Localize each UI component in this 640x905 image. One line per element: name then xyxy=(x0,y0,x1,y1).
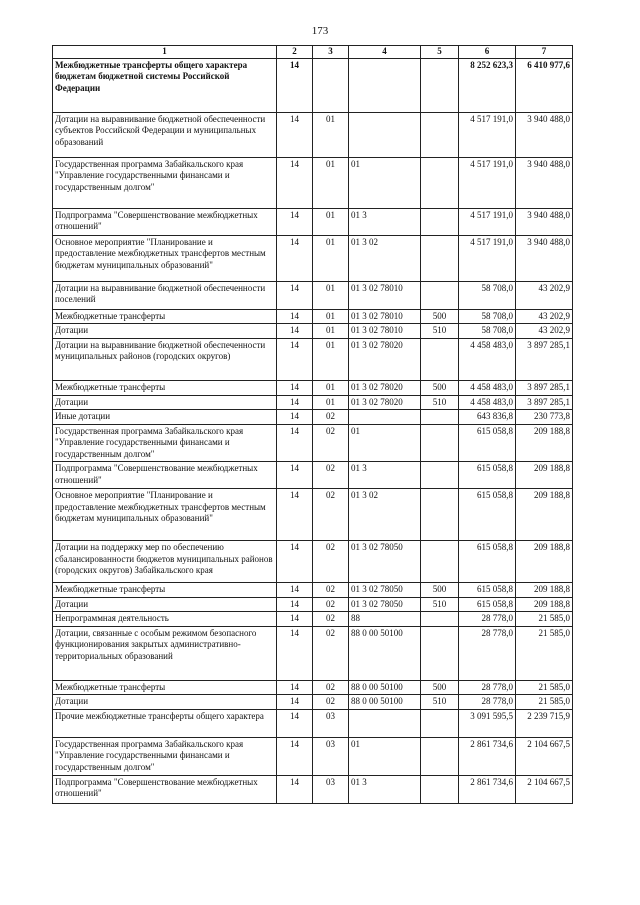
column-header: 3 xyxy=(313,46,349,59)
column-header: 6 xyxy=(459,46,516,59)
subsection-code-cell: 02 xyxy=(313,680,349,695)
row-name-cell: Подпрограмма "Совершенствование межбюджетных отношений" xyxy=(53,462,277,489)
subsection-code-cell: 03 xyxy=(313,709,349,737)
row-name-cell: Подпрограмма "Совершенствование межбюджетных отношений" xyxy=(53,208,277,235)
expense-type-cell xyxy=(421,410,459,425)
row-name-cell: Основное мероприятие "Планирование и предоставление межбюджетных трансфертов местным бюджетам муниципальных образований" xyxy=(53,489,277,541)
subsection-code-cell xyxy=(313,58,349,112)
expense-type-cell: 510 xyxy=(421,324,459,339)
target-article-cell: 01 3 02 xyxy=(349,489,421,541)
section-code-cell: 14 xyxy=(277,424,313,462)
amount-year1-cell: 2 861 734,6 xyxy=(459,737,516,775)
amount-year1-cell: 2 861 734,6 xyxy=(459,775,516,803)
table-row xyxy=(53,597,573,612)
subsection-code-cell: 02 xyxy=(313,424,349,462)
table-row xyxy=(53,324,573,339)
subsection-code-cell: 01 xyxy=(313,208,349,235)
table-row xyxy=(53,58,573,112)
table-row xyxy=(53,489,573,541)
subsection-code-cell: 01 xyxy=(313,380,349,395)
row-name-cell: Межбюджетные трансферты общего характера бюджетам бюджетной системы Российской Федерации xyxy=(53,58,277,112)
table-row xyxy=(53,410,573,425)
amount-year1-cell: 615 058,8 xyxy=(459,489,516,541)
amount-year1-cell: 58 708,0 xyxy=(459,281,516,309)
expense-type-cell xyxy=(421,281,459,309)
amount-year1-cell: 4 517 191,0 xyxy=(459,157,516,208)
row-name-cell: Подпрограмма "Совершенствование межбюджетных отношений" xyxy=(53,775,277,803)
subsection-code-cell: 02 xyxy=(313,583,349,598)
amount-year2-cell: 209 188,8 xyxy=(516,597,573,612)
expense-type-cell xyxy=(421,462,459,489)
target-article-cell: 01 3 02 78020 xyxy=(349,338,421,380)
table-row xyxy=(53,112,573,157)
row-name-cell: Дотации на выравнивание бюджетной обеспеченности поселений xyxy=(53,281,277,309)
row-name-cell: Дотации на выравнивание бюджетной обеспеченности муниципальных районов (городских округов) xyxy=(53,338,277,380)
row-name-cell: Дотации xyxy=(53,395,277,410)
amount-year1-cell: 58 708,0 xyxy=(459,309,516,324)
amount-year1-cell: 4 517 191,0 xyxy=(459,235,516,281)
section-code-cell: 14 xyxy=(277,462,313,489)
amount-year1-cell: 615 058,8 xyxy=(459,424,516,462)
table-row xyxy=(53,338,573,380)
row-name-cell: Дотации xyxy=(53,597,277,612)
section-code-cell: 14 xyxy=(277,709,313,737)
expense-type-cell xyxy=(421,737,459,775)
amount-year1-cell: 4 458 483,0 xyxy=(459,380,516,395)
section-code-cell: 14 xyxy=(277,626,313,680)
table-row xyxy=(53,695,573,710)
target-article-cell: 01 3 02 78020 xyxy=(349,395,421,410)
amount-year2-cell: 3 940 488,0 xyxy=(516,157,573,208)
target-article-cell: 88 0 00 50100 xyxy=(349,680,421,695)
table-row xyxy=(53,157,573,208)
row-name-cell: Межбюджетные трансферты xyxy=(53,309,277,324)
amount-year1-cell: 3 091 595,5 xyxy=(459,709,516,737)
subsection-code-cell: 01 xyxy=(313,309,349,324)
target-article-cell: 01 3 02 xyxy=(349,235,421,281)
amount-year2-cell: 2 104 667,5 xyxy=(516,775,573,803)
target-article-cell xyxy=(349,112,421,157)
row-name-cell: Межбюджетные трансферты xyxy=(53,583,277,598)
amount-year2-cell: 3 940 488,0 xyxy=(516,235,573,281)
section-code-cell: 14 xyxy=(277,775,313,803)
amount-year1-cell: 58 708,0 xyxy=(459,324,516,339)
expense-type-cell: 510 xyxy=(421,395,459,410)
expense-type-cell xyxy=(421,157,459,208)
target-article-cell: 01 3 02 78010 xyxy=(349,309,421,324)
row-name-cell: Прочие межбюджетные трансферты общего характера xyxy=(53,709,277,737)
row-name-cell: Дотации на выравнивание бюджетной обеспеченности субъектов Российской Федерации и муниципальных образований xyxy=(53,112,277,157)
target-article-cell: 01 3 xyxy=(349,462,421,489)
subsection-code-cell: 01 xyxy=(313,112,349,157)
row-name-cell: Основное мероприятие "Планирование и предоставление межбюджетных трансфертов местным бюджетам муниципальных образований" xyxy=(53,235,277,281)
table-row xyxy=(53,680,573,695)
subsection-code-cell: 01 xyxy=(313,281,349,309)
row-name-cell: Межбюджетные трансферты xyxy=(53,380,277,395)
subsection-code-cell: 01 xyxy=(313,338,349,380)
row-name-cell: Государственная программа Забайкальского края "Управление государственными финансами и государственным долгом" xyxy=(53,157,277,208)
table-row xyxy=(53,462,573,489)
amount-year1-cell: 4 517 191,0 xyxy=(459,208,516,235)
expense-type-cell xyxy=(421,626,459,680)
amount-year1-cell: 28 778,0 xyxy=(459,680,516,695)
amount-year1-cell: 4 517 191,0 xyxy=(459,112,516,157)
row-name-cell: Государственная программа Забайкальского края "Управление государственными финансами и государственным долгом" xyxy=(53,737,277,775)
table-row xyxy=(53,235,573,281)
amount-year2-cell: 21 585,0 xyxy=(516,680,573,695)
target-article-cell: 01 xyxy=(349,157,421,208)
row-name-cell: Дотации на поддержку мер по обеспечению сбалансированности бюджетов муниципальных районов (городских округов) Забайкальского края xyxy=(53,541,277,583)
section-code-cell: 14 xyxy=(277,541,313,583)
target-article-cell: 01 xyxy=(349,737,421,775)
row-name-cell: Межбюджетные трансферты xyxy=(53,680,277,695)
amount-year1-cell: 615 058,8 xyxy=(459,583,516,598)
row-name-cell: Иные дотации xyxy=(53,410,277,425)
column-header: 2 xyxy=(277,46,313,59)
subsection-code-cell: 02 xyxy=(313,462,349,489)
target-article-cell xyxy=(349,58,421,112)
amount-year2-cell: 6 410 977,6 xyxy=(516,58,573,112)
target-article-cell: 01 3 xyxy=(349,208,421,235)
subsection-code-cell: 02 xyxy=(313,489,349,541)
amount-year2-cell: 43 202,9 xyxy=(516,309,573,324)
subsection-code-cell: 03 xyxy=(313,775,349,803)
target-article-cell: 88 xyxy=(349,612,421,627)
expense-type-cell xyxy=(421,489,459,541)
subsection-code-cell: 02 xyxy=(313,626,349,680)
amount-year1-cell: 615 058,8 xyxy=(459,462,516,489)
amount-year1-cell: 615 058,8 xyxy=(459,597,516,612)
expense-type-cell xyxy=(421,235,459,281)
expense-type-cell xyxy=(421,612,459,627)
amount-year1-cell: 615 058,8 xyxy=(459,541,516,583)
amount-year2-cell: 209 188,8 xyxy=(516,462,573,489)
table-row xyxy=(53,395,573,410)
amount-year2-cell: 230 773,8 xyxy=(516,410,573,425)
amount-year2-cell: 209 188,8 xyxy=(516,541,573,583)
section-code-cell: 14 xyxy=(277,112,313,157)
subsection-code-cell: 01 xyxy=(313,157,349,208)
table-row xyxy=(53,281,573,309)
table-row xyxy=(53,541,573,583)
expense-type-cell: 500 xyxy=(421,680,459,695)
table-row xyxy=(53,424,573,462)
table-row xyxy=(53,208,573,235)
expense-type-cell: 500 xyxy=(421,583,459,598)
expense-type-cell xyxy=(421,424,459,462)
amount-year2-cell: 3 897 285,1 xyxy=(516,338,573,380)
amount-year2-cell: 209 188,8 xyxy=(516,489,573,541)
expense-type-cell xyxy=(421,58,459,112)
amount-year1-cell: 28 778,0 xyxy=(459,695,516,710)
section-code-cell: 14 xyxy=(277,208,313,235)
subsection-code-cell: 01 xyxy=(313,235,349,281)
subsection-code-cell: 02 xyxy=(313,695,349,710)
amount-year2-cell: 209 188,8 xyxy=(516,424,573,462)
expense-type-cell: 510 xyxy=(421,695,459,710)
expense-type-cell: 510 xyxy=(421,597,459,612)
expense-type-cell xyxy=(421,112,459,157)
expense-type-cell xyxy=(421,775,459,803)
expense-type-cell xyxy=(421,541,459,583)
row-name-cell: Дотации, связанные с особым режимом безопасного функционирования закрытых административно-территориальных образований xyxy=(53,626,277,680)
section-code-cell: 14 xyxy=(277,309,313,324)
table-row xyxy=(53,775,573,803)
amount-year2-cell: 3 897 285,1 xyxy=(516,380,573,395)
section-code-cell: 14 xyxy=(277,395,313,410)
amount-year1-cell: 8 252 623,3 xyxy=(459,58,516,112)
target-article-cell: 01 3 02 78050 xyxy=(349,583,421,598)
amount-year2-cell: 43 202,9 xyxy=(516,281,573,309)
section-code-cell: 14 xyxy=(277,380,313,395)
amount-year2-cell: 2 104 667,5 xyxy=(516,737,573,775)
table-row xyxy=(53,612,573,627)
page-number: 173 xyxy=(311,25,329,37)
section-code-cell: 14 xyxy=(277,597,313,612)
amount-year2-cell: 21 585,0 xyxy=(516,695,573,710)
amount-year1-cell: 28 778,0 xyxy=(459,612,516,627)
table-body xyxy=(53,58,573,803)
amount-year2-cell: 209 188,8 xyxy=(516,583,573,598)
section-code-cell: 14 xyxy=(277,157,313,208)
target-article-cell: 01 3 02 78010 xyxy=(349,281,421,309)
column-header: 7 xyxy=(516,46,573,59)
table-row xyxy=(53,309,573,324)
expense-type-cell: 500 xyxy=(421,309,459,324)
section-code-cell: 14 xyxy=(277,58,313,112)
amount-year2-cell: 2 239 715,9 xyxy=(516,709,573,737)
target-article-cell: 88 0 00 50100 xyxy=(349,626,421,680)
row-name-cell: Дотации xyxy=(53,324,277,339)
target-article-cell: 01 3 02 78010 xyxy=(349,324,421,339)
table-row xyxy=(53,737,573,775)
subsection-code-cell: 02 xyxy=(313,410,349,425)
table-row xyxy=(53,709,573,737)
amount-year1-cell: 28 778,0 xyxy=(459,626,516,680)
target-article-cell: 01 3 02 78050 xyxy=(349,541,421,583)
amount-year2-cell: 3 940 488,0 xyxy=(516,112,573,157)
subsection-code-cell: 01 xyxy=(313,395,349,410)
section-code-cell: 14 xyxy=(277,680,313,695)
amount-year1-cell: 4 458 483,0 xyxy=(459,338,516,380)
amount-year1-cell: 643 836,8 xyxy=(459,410,516,425)
amount-year2-cell: 3 897 285,1 xyxy=(516,395,573,410)
expense-type-cell xyxy=(421,208,459,235)
section-code-cell: 14 xyxy=(277,612,313,627)
target-article-cell xyxy=(349,410,421,425)
amount-year2-cell: 21 585,0 xyxy=(516,612,573,627)
amount-year2-cell: 43 202,9 xyxy=(516,324,573,339)
column-header: 4 xyxy=(349,46,421,59)
subsection-code-cell: 02 xyxy=(313,541,349,583)
amount-year2-cell: 21 585,0 xyxy=(516,626,573,680)
column-header: 5 xyxy=(421,46,459,59)
subsection-code-cell: 02 xyxy=(313,597,349,612)
target-article-cell: 01 3 02 78050 xyxy=(349,597,421,612)
expense-type-cell: 500 xyxy=(421,380,459,395)
table-row xyxy=(53,626,573,680)
section-code-cell: 14 xyxy=(277,583,313,598)
amount-year2-cell: 3 940 488,0 xyxy=(516,208,573,235)
section-code-cell: 14 xyxy=(277,338,313,380)
row-name-cell: Государственная программа Забайкальского края "Управление государственными финансами и государственным долгом" xyxy=(53,424,277,462)
row-name-cell: Дотации xyxy=(53,695,277,710)
column-header: 1 xyxy=(53,46,277,59)
target-article-cell: 88 0 00 50100 xyxy=(349,695,421,710)
table-row xyxy=(53,380,573,395)
target-article-cell: 01 3 xyxy=(349,775,421,803)
amount-year1-cell: 4 458 483,0 xyxy=(459,395,516,410)
subsection-code-cell: 02 xyxy=(313,612,349,627)
budget-table xyxy=(52,45,573,804)
target-article-cell xyxy=(349,709,421,737)
subsection-code-cell: 03 xyxy=(313,737,349,775)
row-name-cell: Непрограммная деятельность xyxy=(53,612,277,627)
expense-type-cell xyxy=(421,338,459,380)
section-code-cell: 14 xyxy=(277,324,313,339)
section-code-cell: 14 xyxy=(277,489,313,541)
table-header-row xyxy=(53,46,573,59)
table-row xyxy=(53,583,573,598)
section-code-cell: 14 xyxy=(277,695,313,710)
expense-type-cell xyxy=(421,709,459,737)
section-code-cell: 14 xyxy=(277,737,313,775)
target-article-cell: 01 3 02 78020 xyxy=(349,380,421,395)
section-code-cell: 14 xyxy=(277,281,313,309)
section-code-cell: 14 xyxy=(277,235,313,281)
subsection-code-cell: 01 xyxy=(313,324,349,339)
section-code-cell: 14 xyxy=(277,410,313,425)
target-article-cell: 01 xyxy=(349,424,421,462)
